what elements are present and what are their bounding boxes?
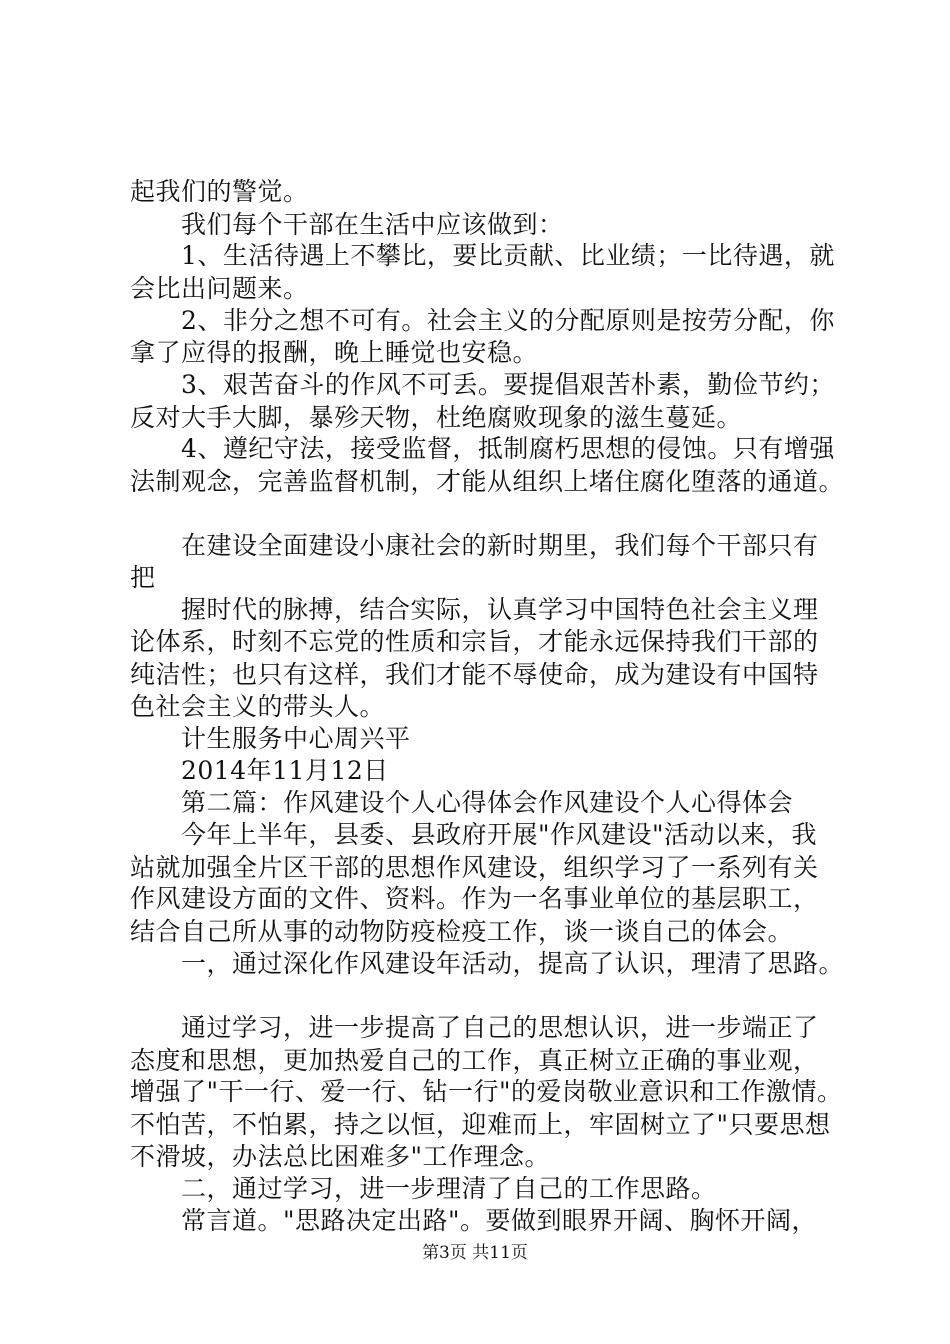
text-line: 握时代的脉搏，结合实际，认真学习中国特色社会主义理	[130, 595, 819, 624]
text-line: 色社会主义的带头人。	[130, 692, 386, 721]
text-line: 拿了应得的报酬，晚上睡觉也安稳。	[130, 338, 539, 367]
text-line: 不怕苦，不怕累，持之以恒，迎难而上，牢固树立了"只要思想	[130, 1110, 831, 1139]
text-line: 把	[130, 563, 156, 592]
text-line: 法制观念，完善监督机制，才能从组织上堵住腐化堕落的通道。	[130, 467, 845, 496]
text-line: 纯洁性；也只有这样，我们才能不辱使命，成为建设有中国特	[130, 660, 819, 689]
text-line: 2014年11月12日	[130, 756, 389, 785]
text-line: 今年上半年，县委、县政府开展"作风建设"活动以来，我	[130, 820, 818, 849]
text-line: 站就加强全片区干部的思想作风建设，组织学习了一系列有关	[130, 853, 819, 882]
text-line: 会比出问题来。	[130, 274, 309, 303]
text-line: 结合自己所从事的动物防疫检疫工作，谈一谈自己的体会。	[130, 917, 794, 946]
text-line: 态度和思想，更加热爱自己的工作，真正树立正确的事业观，	[130, 1046, 819, 1075]
text-line: 第二篇：作风建设个人心得体会作风建设个人心得体会	[130, 788, 794, 817]
text-line: 常言道。"思路决定出路"。要做到眼界开阔、胸怀开阔，	[130, 1206, 818, 1235]
text-line: 一，通过深化作风建设年活动，提高了认识，理清了思路。	[130, 949, 845, 978]
text-line: 我们每个干部在生活中应该做到：	[130, 210, 564, 239]
text-line: 在建设全面建设小康社会的新时期里，我们每个干部只有	[130, 531, 819, 560]
text-line: 二，通过学习，进一步理清了自己的工作思路。	[130, 1174, 717, 1203]
text-line: 不滑坡，办法总比困难多"工作理念。	[130, 1142, 551, 1171]
text-line: 3、艰苦奋斗的作风不可丢。要提倡艰苦朴素，勤俭节约；	[130, 370, 835, 399]
page-number: 第3页 共11页	[422, 1243, 528, 1263]
text-line: 4、遵纪守法，接受监督，抵制腐朽思想的侵蚀。只有增强	[130, 434, 835, 463]
text-line: 计生服务中心周兴平	[130, 724, 411, 753]
text-line: 增强了"干一行、爱一行、钻一行"的爱岗敬业意识和工作激情。	[130, 1077, 843, 1106]
text-line: 通过学习，进一步提高了自己的思想认识，进一步端正了	[130, 1013, 819, 1042]
text-line: 1、生活待遇上不攀比，要比贡献、比业绩；一比待遇，就	[130, 241, 835, 270]
text-line: 反对大手大脚，暴殄天物，杜绝腐败现象的滋生蔓延。	[130, 403, 743, 432]
text-line: 作风建设方面的文件、资料。作为一名事业单位的基层职工，	[130, 884, 819, 913]
text-line: 论体系，时刻不忘党的性质和宗旨，才能永远保持我们干部的	[130, 627, 819, 656]
text-line: 2、非分之想不可有。社会主义的分配原则是按劳分配，你	[130, 306, 835, 335]
text-line: 起我们的警觉。	[130, 177, 309, 206]
